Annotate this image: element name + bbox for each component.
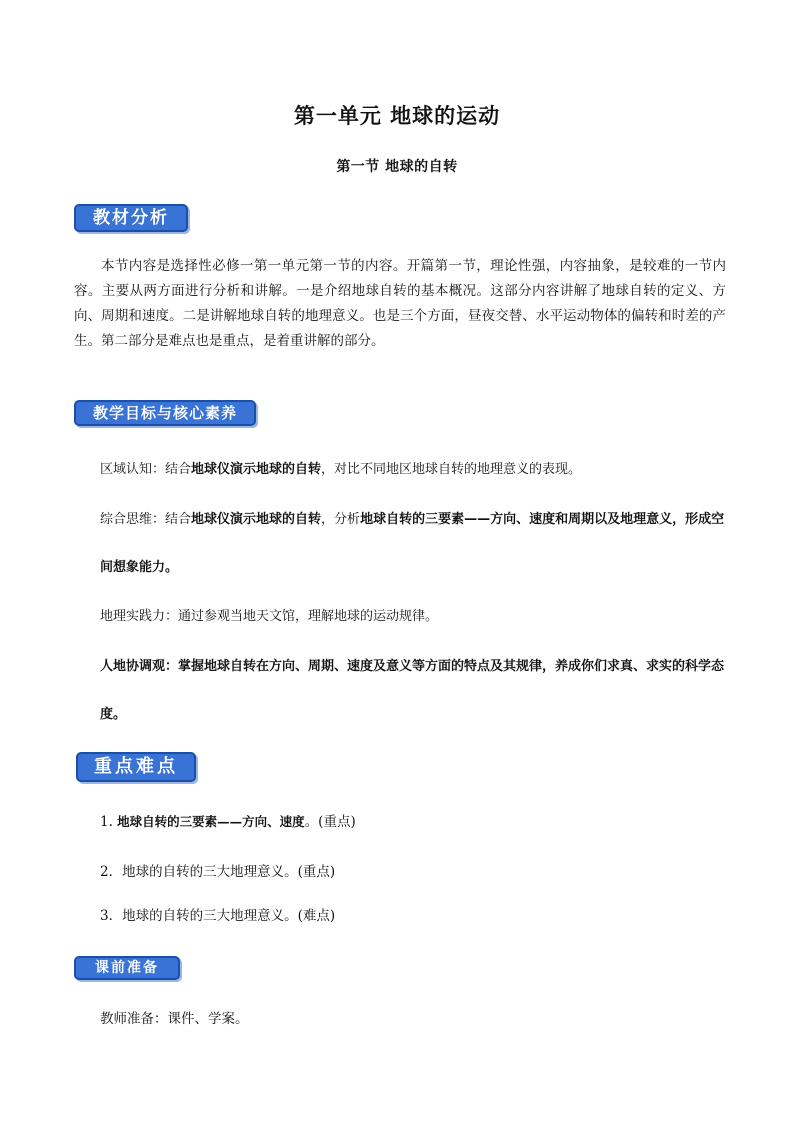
textbook-analysis-paragraph: 本节内容是选择性必修一第一单元第一节的内容。开篇第一节，理论性强，内容抽象，是较难的一节内容。主要从两方面进行分析和讲解。一是介绍地球自转的基本概况。这部分内容讲解了地球自转的定义、方向、周期和速度。二是讲解地球自转的地理意义。也是三个方面，昼夜交替、水平运动物体的偏转和时差的产生。第二部分是难点也是重点，是着重讲解的部分。 xyxy=(74,258,726,349)
goal-human-earth-harmony xyxy=(100,643,728,739)
goal-text: 结合 xyxy=(165,512,192,527)
key-point-text: 地球的自转的三大地理意义。(重点) xyxy=(122,864,336,880)
key-point-number: 2． xyxy=(100,864,123,880)
preparation-badge: 课前准备 xyxy=(74,956,180,980)
textbook-analysis-badge: 教材分析 xyxy=(74,204,188,232)
key-point-number: 1. xyxy=(100,814,118,830)
goal-bold-text: 地球仪演示地球的自转 xyxy=(191,512,322,527)
preparation-text: 教师准备：课件、学案。 xyxy=(100,1011,249,1027)
goal-bold-text: 掌握地球自转在方向、周期、速度及意义等方面的特点及其规律，养成你们求真、求实的科学态度。 xyxy=(100,659,725,722)
goal-label: 综合思维： xyxy=(100,512,166,527)
goal-text: ，分析 xyxy=(321,512,361,527)
teaching-goals-badge: 教学目标与核心素养 xyxy=(74,400,256,426)
goal-label: 地理实践力： xyxy=(100,609,179,624)
unit-title: 第一单元 地球的运动 xyxy=(293,104,501,128)
goal-text: 通过参观当地天文馆，理解地球的运动规律。 xyxy=(178,609,439,624)
section-title: 第一节 地球的自转 xyxy=(336,159,458,175)
key-point-item xyxy=(100,812,356,832)
goal-regional-cognition xyxy=(100,446,728,494)
key-difficult-points-badge: 重点难点 xyxy=(76,752,196,782)
key-point-item xyxy=(100,906,335,926)
goal-bold-text: 地球自转的三要素——方向、速度和周期以及地理意义，形成空间想象能力。 xyxy=(100,512,725,575)
goal-label: 人地协调观： xyxy=(100,659,179,674)
goal-bold-text: 地球仪演示地球的自转 xyxy=(191,462,322,477)
goal-text: 结合 xyxy=(165,462,192,477)
key-point-bold-text: 地球自转的三要素——方向、速度 xyxy=(117,814,305,829)
key-point-number: 3． xyxy=(100,908,123,924)
key-point-text: 。(重点) xyxy=(304,814,356,830)
key-point-text: 地球的自转的三大地理意义。(难点) xyxy=(122,908,336,924)
goal-geographic-practice xyxy=(100,593,728,641)
key-point-item xyxy=(100,862,335,882)
goal-label: 区域认知： xyxy=(100,462,166,477)
goal-text: ，对比不同地区地球自转的地理意义的表现。 xyxy=(321,462,582,477)
goal-comprehensive-thinking xyxy=(100,496,728,592)
